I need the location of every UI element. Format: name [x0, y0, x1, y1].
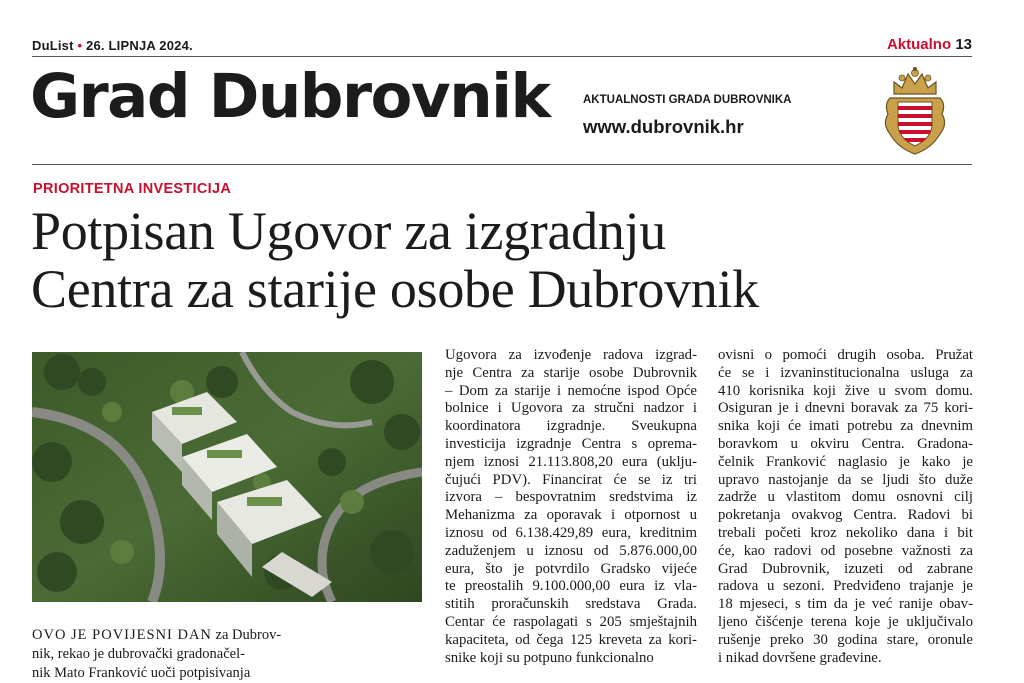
body-text-line: boravkom u okviru Centra. Gradona- [718, 435, 973, 452]
photo-caption [32, 626, 422, 683]
body-text-line: bolnice i Ugovora za stručni nadzor i [445, 400, 697, 417]
article-kicker: PRIORITETNA INVESTICIJA [33, 181, 232, 197]
issue-bar [32, 36, 972, 56]
body-text-line: Ugovora za izvođenje radova izgrad- [445, 347, 697, 363]
body-text-line: 18 mjeseci, s tim da je već ranije obav- [718, 596, 973, 613]
caption-text: za Dubrov- [211, 627, 282, 643]
body-text-line: iznosu od 6.138.429,89 eura, kreditnim [445, 524, 697, 541]
body-text-line: Grad Dubrovnik, izuzeti od zabrane [718, 560, 973, 577]
body-text-line: ovisni o pomoći drugih osoba. Pružat [718, 347, 973, 363]
body-text-line: – Dom za starije i nemoćne ispod Opće [445, 382, 697, 399]
caption-line: nik, rekao je dubrovački gradonačel- [32, 646, 245, 662]
body-text-line: će se i izvaninstitucionalna usluga za [718, 364, 973, 381]
caption-lead: OVO JE POVIJESNI DAN [32, 627, 212, 643]
masthead-title: Grad Dubrovnik [30, 61, 550, 132]
issue-date: 26. LIPNJA 2024. [86, 38, 193, 53]
article-column-3 [718, 347, 973, 667]
body-text-line: nje Centra za starije osobe Dubrovnik [445, 364, 697, 381]
body-text-line: Mehanizma za oporavak i otpornost u [445, 507, 697, 524]
headline-line: Potpisan Ugovor za izgradnju [31, 201, 666, 261]
body-text-line: rušenje preko 30 godina stare, oronule [718, 631, 973, 648]
body-text-line: kapaciteta, od čega 125 kreveta za kori- [445, 631, 697, 648]
body-text-line: čelnik Franković naglasio je kako je [718, 453, 973, 470]
body-text-line: investicija izgradnje Centra s oprema- [445, 435, 697, 452]
article-photo [32, 352, 422, 602]
body-text-line: snika koji će imati potrebu za dnevnim [718, 418, 973, 435]
body-text-line: zaduženjem u iznosu od 5.876.000,00 [445, 542, 697, 559]
body-text-line: Centar će raspolagati s 205 smještajnih [445, 613, 697, 630]
masthead-subtitle: AKTUALNOSTI GRADA DUBROVNIKA [583, 94, 792, 106]
headline-line: Centra za starije osobe Dubrovnik [31, 259, 759, 319]
body-text-line: njem iznosi 21.113.808,20 eura (uklju- [445, 453, 697, 470]
body-text-line: 410 korisnika koji žive u svom domu. [718, 382, 973, 399]
body-text-line: stitih proračunskih sredstava Grada. [445, 596, 697, 613]
body-text-line: će, kao radovi od posebne važnosti za [718, 542, 973, 559]
body-text-line: ljeno čišćenje terena koje je uključivalo [718, 613, 973, 630]
masthead-url: www.dubrovnik.hr [583, 116, 744, 137]
caption-line: nik Mato Franković uoči potpisivanja [32, 665, 251, 681]
body-text-line: i nikad dovršene građevine. [718, 649, 882, 666]
section-label [887, 36, 972, 53]
body-text-line: snike koji su potpuno funkcionalno [445, 649, 654, 666]
separator-dot: • [77, 38, 83, 53]
body-text-line: pokretanja ovakvog Centra. Radovi bi [718, 507, 973, 524]
issue-info [32, 38, 193, 53]
top-divider [32, 56, 972, 57]
body-text-line: izvora – bespovratnim sredstvima iz [445, 489, 697, 506]
body-text-line: koordinatora izgradnje. Sveukupna [445, 418, 697, 435]
publication-name: DuList [32, 38, 74, 53]
section-name: Aktualno [886, 36, 952, 53]
body-text-line: upravo nastojanje da se ljudi što duže [718, 471, 973, 488]
body-text-line: trebali početi kroz nekoliko dana i bit [718, 524, 973, 541]
masthead-divider [32, 164, 972, 165]
article-headline [31, 202, 981, 318]
dubrovnik-coat-of-arms-icon [880, 64, 950, 156]
body-text-line: čujući PDV). Financirat će se iz tri [445, 471, 697, 488]
body-text-line: radova u sezoni. Predviđeno trajanje je [718, 578, 973, 595]
body-text-line: Osiguran je i dnevni boravak za 75 kori- [718, 400, 973, 417]
article-column-2 [445, 347, 697, 667]
body-text-line: eura, što je potvrdilo Gradsko vijeće [445, 560, 697, 577]
caption-line [32, 626, 422, 645]
body-text-line: te preostalih 9.100.000,00 eura iz vla- [445, 578, 697, 595]
body-text-line: zadrže u vlastitom domu osnovni cilj [718, 489, 973, 506]
page-number: 13 [955, 36, 972, 53]
